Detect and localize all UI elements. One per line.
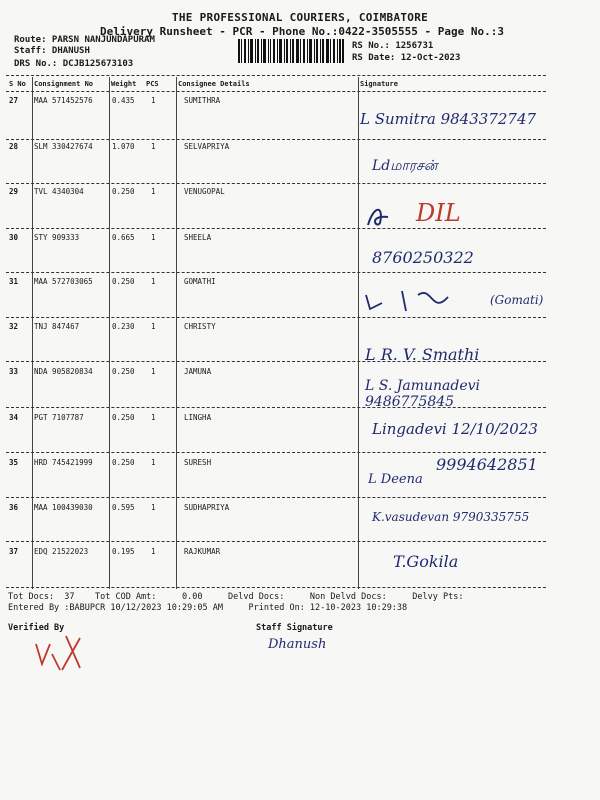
col-weight: Weight	[111, 80, 137, 88]
signature-row-33: L S. Jamunadevi 9486775845	[365, 378, 480, 410]
signature-row-31-mark	[362, 285, 482, 315]
row-consignment: HRD 745421999	[34, 458, 93, 467]
row-sno: 36	[9, 503, 19, 512]
row-weight: 0.250	[112, 187, 135, 196]
row-rule	[6, 139, 546, 140]
verifier-signature-mark	[30, 630, 90, 675]
signature-row-32: L R. V. Smathi	[365, 345, 480, 364]
row-pcs: 1	[151, 413, 156, 422]
row-sno: 27	[9, 96, 19, 105]
row-consignee: CHRISTY	[184, 322, 216, 331]
verified-by-label: Verified By	[8, 623, 65, 633]
row-sno: 34	[9, 413, 19, 422]
row-consignment: NDA 905820834	[34, 367, 93, 376]
row-weight: 0.250	[112, 413, 135, 422]
row-weight: 0.250	[112, 277, 135, 286]
col-divider	[358, 77, 359, 589]
signature-row-28: Ldமாரசன்	[372, 158, 438, 174]
row-consignee: GOMATHI	[184, 277, 216, 286]
staff-signature: Dhanush	[268, 637, 327, 652]
row-sno: 29	[9, 187, 19, 196]
table-top-rule	[6, 75, 546, 76]
row-pcs: 1	[151, 547, 156, 556]
route-label: Route: PARSN NANJUNDAPURAM	[14, 35, 155, 45]
row-consignment: MAA 571452576	[34, 96, 93, 105]
row-consignment: MAA 100439030	[34, 503, 93, 512]
row-sno: 31	[9, 277, 19, 286]
row-consignee: LINGHA	[184, 413, 212, 422]
drs-number: DRS No.: DCJB125673103	[14, 59, 134, 69]
row-consignment: TNJ 847467	[34, 322, 80, 331]
row-consignment: STY 909333	[34, 233, 80, 242]
totals-line: Tot Docs: 37 Tot COD Amt: 0.00 Delvd Docs: Non Delvd Docs: Delvy Pts:	[8, 592, 464, 602]
row-consignee: JAMUNA	[184, 367, 212, 376]
col-sno: S No	[9, 80, 26, 88]
row-sno: 37	[9, 547, 19, 556]
col-divider	[32, 77, 33, 589]
row-weight: 0.195	[112, 547, 135, 556]
row-weight: 0.435	[112, 96, 135, 105]
row-sno: 28	[9, 142, 19, 151]
row-consignee: VENUGOPAL	[184, 187, 225, 196]
row-consignment: TVL 4340304	[34, 187, 84, 196]
entered-by-line: Entered By :BABUPCR 10/12/2023 10:29:05 AM Printed On: 12-10-2023 10:29:38	[8, 603, 408, 613]
col-consignee: Consignee Details	[178, 80, 250, 88]
row-consignee: SHEELA	[184, 233, 212, 242]
row-consignee: SUDHAPRIYA	[184, 503, 230, 512]
row-pcs: 1	[151, 96, 156, 105]
signature-row-27: L Sumitra 9843372747	[360, 110, 537, 128]
row-sno: 30	[9, 233, 19, 242]
col-divider	[176, 77, 177, 589]
signature-row-37: T.Gokila	[393, 552, 459, 571]
row-sno: 35	[9, 458, 19, 467]
signature-row-30: 8760250322	[372, 248, 474, 267]
row-consignment: SLM 330427674	[34, 142, 93, 151]
row-consignee: SELVAPRIYA	[184, 142, 230, 151]
row-consignment: PGT 7107787	[34, 413, 84, 422]
col-signature: Signature	[360, 80, 398, 88]
signature-row-36: K.vasudevan 9790335755	[372, 510, 530, 524]
row-rule	[6, 587, 546, 588]
staff-signature-label: Staff Signature	[256, 623, 333, 633]
row-pcs: 1	[151, 458, 156, 467]
row-weight: 1.070	[112, 142, 135, 151]
row-weight: 0.665	[112, 233, 135, 242]
col-consignment: Consignment No	[34, 80, 94, 88]
row-pcs: 1	[151, 367, 156, 376]
row-weight: 0.230	[112, 322, 135, 331]
svg-text:DIL: DIL	[416, 199, 461, 227]
row-pcs: 1	[151, 187, 156, 196]
row-pcs: 1	[151, 277, 156, 286]
row-rule	[6, 183, 546, 184]
staff-label: Staff: DHANUSH	[14, 46, 90, 56]
row-pcs: 1	[151, 142, 156, 151]
row-consignee: SURESH	[184, 458, 212, 467]
signature-row-34: Lingadevi 12/10/2023	[372, 420, 538, 438]
signature-row-29	[360, 195, 500, 235]
row-consignee: SUMITHRA	[184, 96, 221, 105]
row-rule	[6, 497, 546, 498]
company-name: THE PROFESSIONAL COURIERS, COIMBATORE	[171, 11, 429, 24]
row-rule	[6, 452, 546, 453]
col-divider	[109, 77, 110, 589]
row-consignee: RAJKUMAR	[184, 547, 221, 556]
row-rule	[6, 541, 546, 542]
row-weight: 0.250	[112, 367, 135, 376]
row-consignment: EDQ 21522023	[34, 547, 89, 556]
rs-number: RS No.: 1256731	[352, 41, 434, 51]
runsheet-title: Delivery Runsheet - PCR - Phone No.:0422-3505555 - Page No.:3	[100, 25, 504, 38]
row-sno: 32	[9, 322, 19, 331]
row-rule	[6, 272, 546, 273]
row-rule	[6, 317, 546, 318]
rs-date: RS Date: 12-Oct-2023	[352, 53, 461, 63]
row-consignment: MAA 572703065	[34, 277, 93, 286]
row-pcs: 1	[151, 503, 156, 512]
col-pcs: PCS	[146, 80, 159, 88]
signature-row-35b: L Deena	[368, 472, 423, 487]
signature-row-31: (Gomati)	[490, 293, 544, 307]
row-pcs: 1	[151, 322, 156, 331]
row-sno: 33	[9, 367, 19, 376]
signature-row-35: 9994642851	[436, 455, 538, 474]
row-weight: 0.250	[112, 458, 135, 467]
barcode	[238, 39, 344, 63]
header-rule	[6, 91, 546, 92]
row-weight: 0.595	[112, 503, 135, 512]
row-pcs: 1	[151, 233, 156, 242]
